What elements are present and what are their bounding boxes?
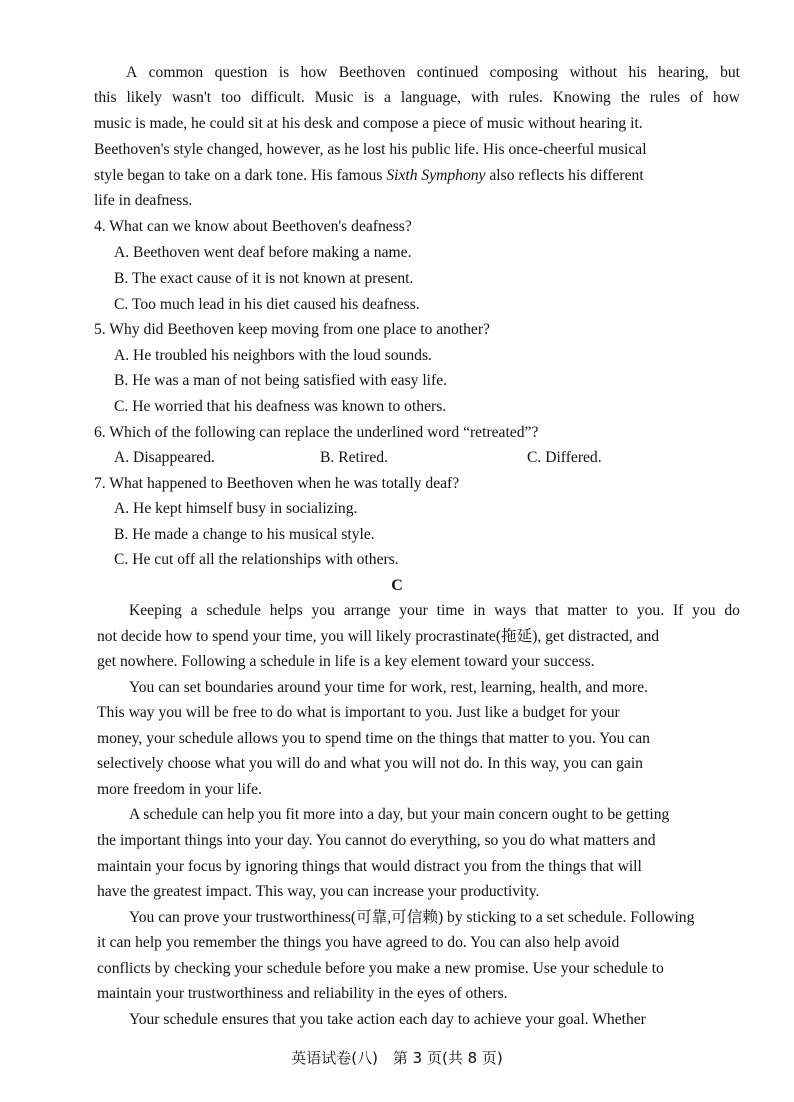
word: wasn't bbox=[171, 89, 212, 106]
question-7-stem: 7. What happened to Beethoven when he was totally deaf? bbox=[94, 475, 460, 492]
section-c-heading: C bbox=[391, 577, 403, 594]
word: difficult. bbox=[250, 89, 305, 106]
word: is bbox=[278, 64, 290, 81]
question-4-option-a: A. Beethoven went deaf before making a name. bbox=[114, 244, 412, 261]
word: you. bbox=[636, 602, 665, 619]
passage-b-line-5-text-b: also reflects his different bbox=[485, 167, 644, 184]
c-p1-line-3 bbox=[97, 652, 595, 672]
c-p4-line-4-text: maintain your trustworthiness and reliability in the eyes of others. bbox=[97, 985, 508, 1002]
c-p3-line-4 bbox=[97, 882, 539, 902]
passage-b-line-3-text: music is made, he could sit at his desk and compose a piece of music without hearing it. bbox=[94, 115, 643, 132]
word: common bbox=[148, 64, 204, 81]
word: continued bbox=[416, 64, 479, 81]
word: helps bbox=[269, 602, 303, 619]
c-p2-line-1 bbox=[129, 678, 648, 698]
question-6-stem: 6. Which of the following can replace the underlined word “retreated”? bbox=[94, 424, 539, 441]
question-6-option-b: B. Retired. bbox=[320, 449, 388, 466]
c-p3-line-3-text: maintain your focus by ignoring things that would distract you from the things that will bbox=[97, 858, 642, 875]
page-footer: 英语试卷(八) 第 3 页(共 8 页) bbox=[291, 1049, 503, 1067]
word: Knowing bbox=[552, 89, 611, 106]
c-p2-line-2 bbox=[97, 703, 620, 723]
c-p2-line-2-text: This way you will be free to do what is important to you. Just like a budget for your bbox=[97, 704, 620, 721]
c-p1-line-2-text: not decide how to spend your time, you will likely procrastinate(拖延), get distracted, and bbox=[97, 628, 660, 645]
word: you bbox=[692, 602, 716, 619]
question-6-option-a: A. Disappeared. bbox=[114, 449, 215, 466]
c-p2-line-3 bbox=[97, 729, 650, 749]
c-p3-line-3 bbox=[97, 857, 642, 877]
question-6-option-c: C. Differed. bbox=[527, 449, 602, 466]
word: you bbox=[311, 602, 335, 619]
word: his bbox=[628, 64, 647, 81]
word: likely bbox=[126, 89, 162, 106]
passage-b-line-6-text: life in deafness. bbox=[94, 192, 193, 209]
word: how bbox=[712, 89, 740, 106]
word: the bbox=[620, 89, 640, 106]
word: time bbox=[436, 602, 465, 619]
word: how bbox=[300, 64, 328, 81]
word: hearing, bbox=[658, 64, 709, 81]
passage-b-line-5-text-a: style began to take on a dark tone. His famous bbox=[94, 167, 387, 184]
word: Keeping bbox=[129, 602, 182, 619]
c-p3-line-2 bbox=[97, 831, 656, 851]
c-p2-line-5 bbox=[97, 780, 262, 800]
question-7-option-b: B. He made a change to his musical style. bbox=[114, 526, 375, 543]
word: with bbox=[470, 89, 499, 106]
c-p4-line-2 bbox=[97, 933, 619, 953]
word: If bbox=[672, 602, 684, 619]
passage-b-line-4 bbox=[94, 140, 647, 160]
word: in bbox=[473, 602, 486, 619]
passage-b-line-5 bbox=[94, 166, 644, 186]
c-p3-line-2-text: the important things into your day. You cannot do everything, so you do what matters and bbox=[97, 832, 656, 849]
c-p5-line-1-text: Your schedule ensures that you take action each day to achieve your goal. Whether bbox=[129, 1011, 646, 1028]
word: do bbox=[724, 602, 740, 619]
c-p3-line-1 bbox=[129, 805, 669, 825]
word: rules. bbox=[508, 89, 543, 106]
c-p1-line-2 bbox=[97, 627, 659, 647]
word: Beethoven bbox=[338, 64, 406, 81]
question-5-option-b: B. He was a man of not being satisfied with easy life. bbox=[114, 372, 448, 389]
question-7-option-a: A. He kept himself busy in socializing. bbox=[114, 500, 358, 517]
c-p4-line-1-text: You can prove your trustworthiness(可靠,可信赖) by sticking to a set schedule. Following bbox=[129, 909, 695, 926]
c-p2-line-5-text: more freedom in your life. bbox=[97, 781, 262, 798]
word: this bbox=[94, 89, 117, 106]
c-p2-line-4 bbox=[97, 754, 643, 774]
word: rules bbox=[649, 89, 681, 106]
word: Music bbox=[314, 89, 354, 106]
word: a bbox=[384, 89, 391, 106]
word: without bbox=[569, 64, 618, 81]
c-p4-line-1 bbox=[129, 908, 694, 928]
passage-b-line-3 bbox=[94, 114, 643, 134]
c-p1-line-1 bbox=[129, 601, 740, 621]
passage-b-line-4-text: Beethoven's style changed, however, as he lost his public life. His once-cheerful musical bbox=[94, 141, 647, 158]
word: to bbox=[615, 602, 629, 619]
word: arrange bbox=[343, 602, 391, 619]
c-p3-line-4-text: have the greatest impact. This way, you can increase your productivity. bbox=[97, 883, 540, 900]
passage-b-line-1 bbox=[126, 63, 740, 83]
word: too bbox=[221, 89, 241, 106]
passage-b-line-2 bbox=[94, 88, 740, 108]
c-p4-line-2-text: it can help you remember the things you have agreed to do. You can also help avoid bbox=[97, 934, 620, 951]
question-4-stem: 4. What can we know about Beethoven's deafness? bbox=[94, 218, 412, 235]
word: is bbox=[363, 89, 375, 106]
question-4-option-c: C. Too much lead in his diet caused his deafness. bbox=[114, 296, 420, 313]
word: but bbox=[720, 64, 740, 81]
word: schedule bbox=[206, 602, 261, 619]
word: of bbox=[690, 89, 704, 106]
question-5-stem: 5. Why did Beethoven keep moving from one place to another? bbox=[94, 321, 490, 338]
word: composing bbox=[489, 64, 559, 81]
c-p4-line-3-text: conflicts by checking your schedule before you make a new promise. Use your schedule to bbox=[97, 960, 664, 977]
word: ways bbox=[494, 602, 527, 619]
word: language, bbox=[400, 89, 462, 106]
word: a bbox=[190, 602, 198, 619]
word: your bbox=[399, 602, 428, 619]
question-5-option-c: C. He worried that his deafness was known to others. bbox=[114, 398, 447, 415]
word: A bbox=[126, 64, 138, 81]
word: matter bbox=[567, 602, 608, 619]
c-p2-line-4-text: selectively choose what you will do and what you will not do. In this way, you can gain bbox=[97, 755, 643, 772]
c-p4-line-4 bbox=[97, 984, 508, 1004]
c-p4-line-3 bbox=[97, 959, 664, 979]
c-p5-line-1 bbox=[129, 1010, 646, 1030]
passage-b-line-6 bbox=[94, 191, 192, 211]
c-p1-line-3-text: get nowhere. Following a schedule in life is a key element toward your success. bbox=[97, 653, 595, 670]
word: that bbox=[535, 602, 559, 619]
word: question bbox=[214, 64, 268, 81]
question-7-option-c: C. He cut off all the relationships with others. bbox=[114, 551, 399, 568]
c-p3-line-1-text: A schedule can help you fit more into a day, but your main concern ought to be getting bbox=[129, 806, 670, 823]
question-5-option-a: A. He troubled his neighbors with the loud sounds. bbox=[114, 347, 432, 364]
c-p2-line-1-text: You can set boundaries around your time for work, rest, learning, health, and more. bbox=[129, 679, 648, 696]
symphony-title: Sixth Symphony bbox=[386, 167, 486, 184]
c-p2-line-3-text: money, your schedule allows you to spend time on the things that matter to you. You can bbox=[97, 730, 650, 747]
question-4-option-b: B. The exact cause of it is not known at present. bbox=[114, 270, 414, 287]
